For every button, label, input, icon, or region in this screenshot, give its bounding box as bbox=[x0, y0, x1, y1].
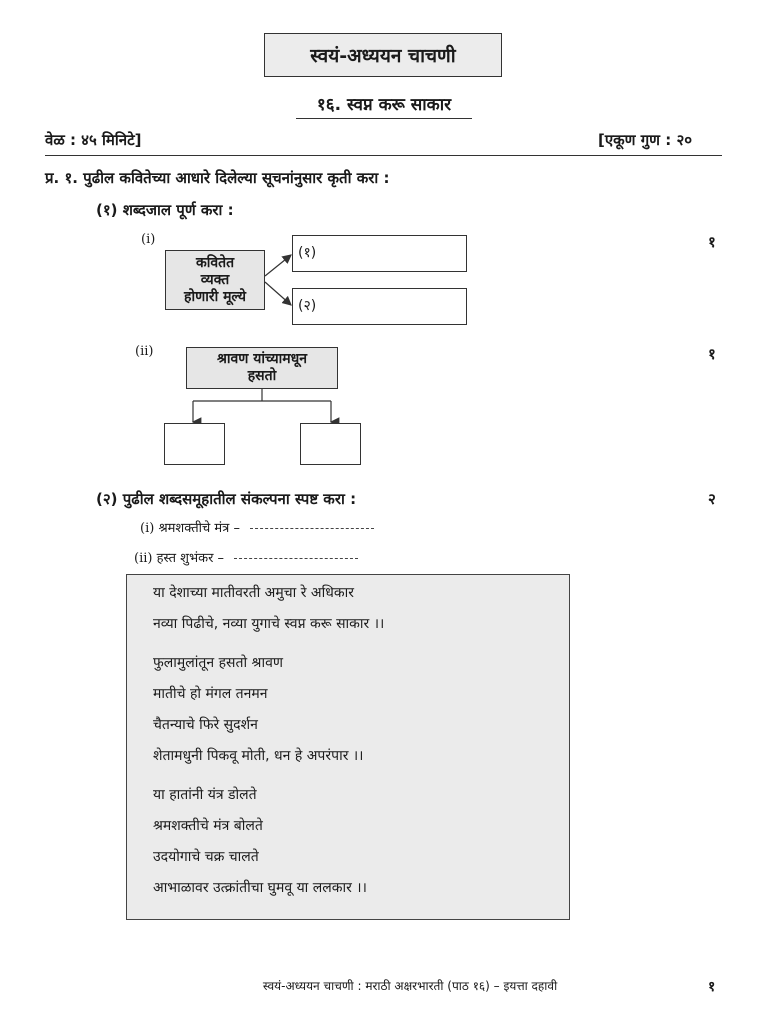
tree-connector-arrows bbox=[185, 388, 345, 426]
word-web-arrows bbox=[260, 240, 300, 320]
word-web-center-line: व्यक्त bbox=[200, 271, 230, 288]
poem-line: उदयोगाचे चक्र चालते bbox=[153, 849, 259, 865]
page-footer: स्वयं-अध्ययन चाचणी : मराठी अक्षरभारती (पाठ १६) – इयत्ता दहावी bbox=[262, 979, 558, 993]
poem-line: नव्या पिढीचे, नव्या युगाचे स्वप्न करू साकार ।। bbox=[153, 616, 385, 632]
poem-line: शेतामधुनी पिकवू मोती, धन हे अपरंपार ।। bbox=[153, 748, 364, 764]
word-web-center-box bbox=[165, 250, 265, 310]
part-2-item-ii bbox=[134, 548, 358, 566]
tree-top-box bbox=[186, 347, 338, 389]
word-web-center-line: होणारी मूल्ये bbox=[184, 288, 246, 305]
answer-line[interactable] bbox=[250, 528, 374, 529]
header-divider bbox=[45, 155, 722, 156]
part-2-heading: (२) पुढील शब्दसमूहातील संकल्पना स्पष्ट करा : bbox=[96, 490, 357, 508]
total-marks: [एकूण गुण : २० bbox=[598, 131, 693, 149]
page-number: १ bbox=[708, 979, 716, 995]
part-1-heading: (१) शब्दजाल पूर्ण करा : bbox=[96, 201, 234, 219]
item-i-label: (i) bbox=[141, 232, 156, 247]
word-web-center-line: कवितेत bbox=[195, 254, 235, 271]
lesson-subtitle: १६. स्वप्न करू साकार bbox=[296, 92, 472, 119]
tree-top-line: हसतो bbox=[247, 368, 277, 384]
part-2-marks: २ bbox=[708, 490, 716, 508]
tree-answer-box-left[interactable] bbox=[164, 423, 225, 465]
item-ii-label: (ii) bbox=[135, 344, 154, 359]
poem-line: या हातांनी यंत्र डोलते bbox=[153, 787, 257, 803]
tree-top-line: श्रावण यांच्यामधून bbox=[216, 351, 308, 367]
page-title: स्वयं-अध्ययन चाचणी bbox=[264, 33, 502, 77]
poem-line: मातीचे हो मंगल तनमन bbox=[153, 686, 268, 702]
answer-blank-1[interactable]: (१) bbox=[292, 235, 467, 272]
part-2-item-ii-text: हस्त शुभंकर – bbox=[156, 551, 225, 566]
item-ii-marks: १ bbox=[708, 345, 716, 363]
question-1-heading: प्र. १. पुढील कवितेच्या आधारे दिलेल्या सूचनांनुसार कृती करा : bbox=[45, 169, 390, 187]
tree-answer-box-right[interactable] bbox=[300, 423, 361, 465]
poem-line: फुलामुलांतून हसतो श्रावण bbox=[153, 655, 283, 671]
part-2-item-ii-label: (ii) bbox=[134, 551, 153, 566]
part-2-item-i-text: श्रमशक्तीचे मंत्र – bbox=[158, 521, 240, 536]
poem-line: श्रमशक्तीचे मंत्र बोलते bbox=[153, 818, 263, 834]
poem-line: या देशाच्या मातीवरती अमुचा रे अधिकार bbox=[153, 585, 354, 601]
poem-line: चैतन्याचे फिरे सुदर्शन bbox=[153, 717, 258, 733]
part-2-item-i bbox=[140, 518, 374, 536]
time-limit: वेळ : ४५ मिनिटे] bbox=[45, 131, 142, 149]
part-2-item-i-label: (i) bbox=[140, 521, 155, 536]
poem-box bbox=[126, 574, 570, 920]
item-i-marks: १ bbox=[708, 233, 716, 251]
poem-line: आभाळावर उत्क्रांतीचा घुमवू या ललकार ।। bbox=[153, 880, 367, 896]
answer-blank-2[interactable]: (२) bbox=[292, 288, 467, 325]
answer-line[interactable] bbox=[234, 558, 358, 559]
